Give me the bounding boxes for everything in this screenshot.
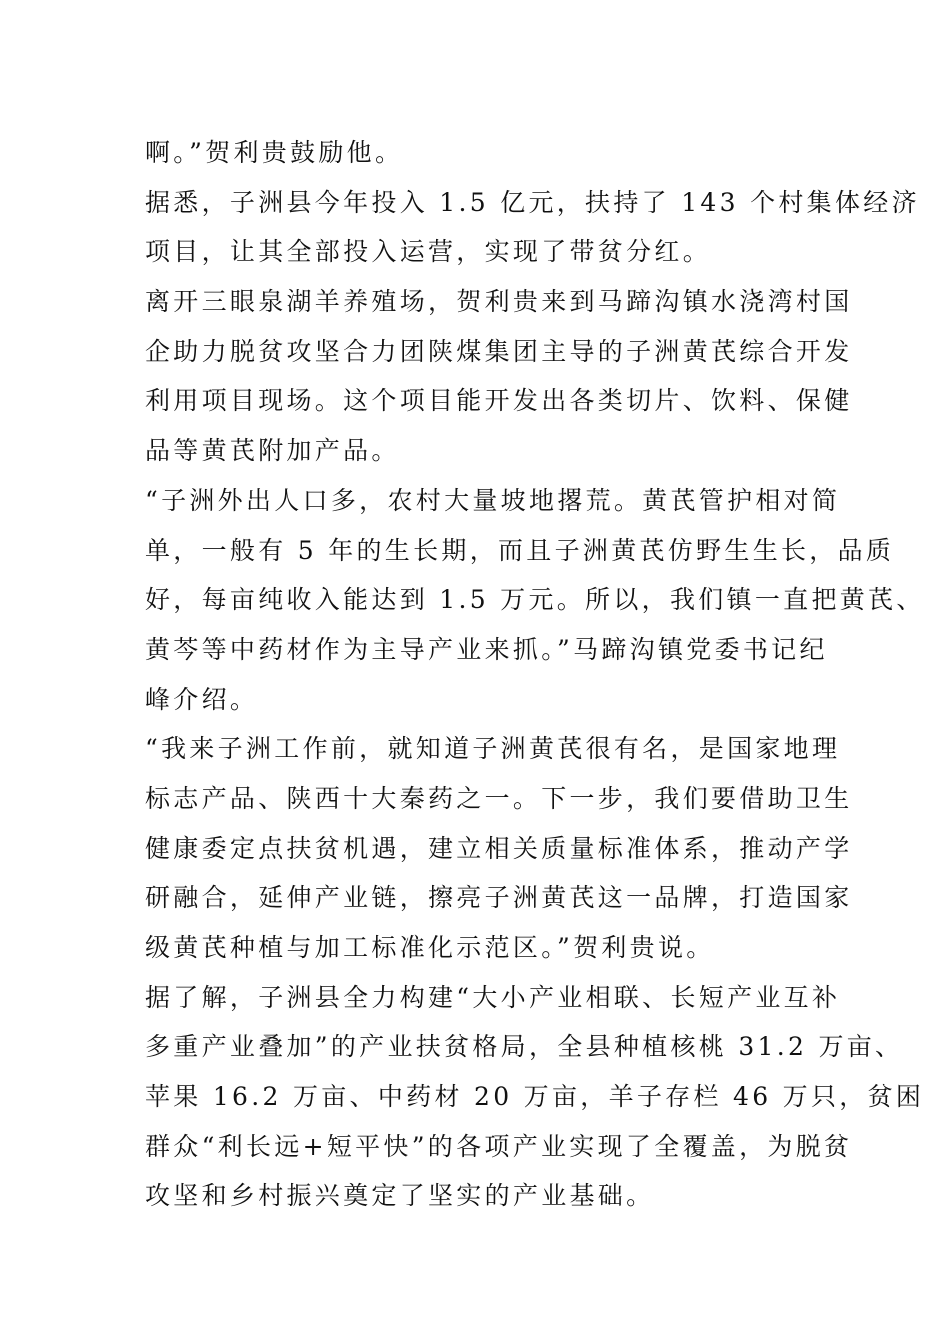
text-line: 黄芩等中药材作为主导产业来抓。”马蹄沟镇党委书记纪 [145,634,828,664]
text-line: 单，一般有 5 年的生长期，而且子洲黄芪仿野生生长，品质 [145,535,895,565]
text-line: 标志产品、陕西十大秦药之一。下一步，我们要借助卫生 [145,783,853,813]
text-line: 攻坚和乡村振兴奠定了坚实的产业基础。 [145,1181,655,1211]
text-line: 苹果 16.2 万亩、中药材 20 万亩，羊子存栏 46 万只，贫困 [145,1082,925,1112]
text-line: 群众“利长远+短平快”的各项产业实现了全覆盖，为脱贫 [145,1131,853,1161]
text-line: 健康委定点扶贫机遇，建立相关质量标准体系，推动产学 [145,833,853,863]
text-line: 啊。”贺利贵鼓励他。 [145,138,404,167]
text-line: 离开三眼泉湖羊养殖场，贺利贵来到马蹄沟镇水浇湾村国 [145,287,853,317]
text-line: 据了解，子洲县全力构建“大小产业相联、长短产业互补 [145,982,841,1012]
text-line: 据悉，子洲县今年投入 1.5 亿元，扶持了 143 个村集体经济 [145,187,920,217]
text-line: 企助力脱贫攻坚合力团陕煤集团主导的子洲黄芪综合开发 [145,336,853,366]
text-line: “子洲外出人口多，农村大量坡地撂荒。黄芪管护相对简 [145,485,841,515]
text-line: 峰介绍。 [145,684,259,714]
text-line: 项目，让其全部投入运营，实现了带贫分红。 [145,237,712,267]
text-line: 品等黄芪附加产品。 [145,436,400,466]
text-line: 研融合，延伸产业链，擦亮子洲黄芪这一品牌，打造国家 [145,883,853,913]
text-line: 多重产业叠加”的产业扶贫格局，全县种植核桃 31.2 万亩、 [145,1032,904,1062]
text-line: 利用项目现场。这个项目能开发出各类切片、饮料、保健 [145,386,853,416]
text-line: 级黄芪种植与加工标准化示范区。”贺利贵说。 [145,933,715,962]
article-body [145,128,925,1221]
text-line: 好，每亩纯收入能达到 1.5 万元。所以，我们镇一直把黄芪、 [145,585,925,615]
text-line: “我来子洲工作前，就知道子洲黄芪很有名，是国家地理 [145,734,841,764]
